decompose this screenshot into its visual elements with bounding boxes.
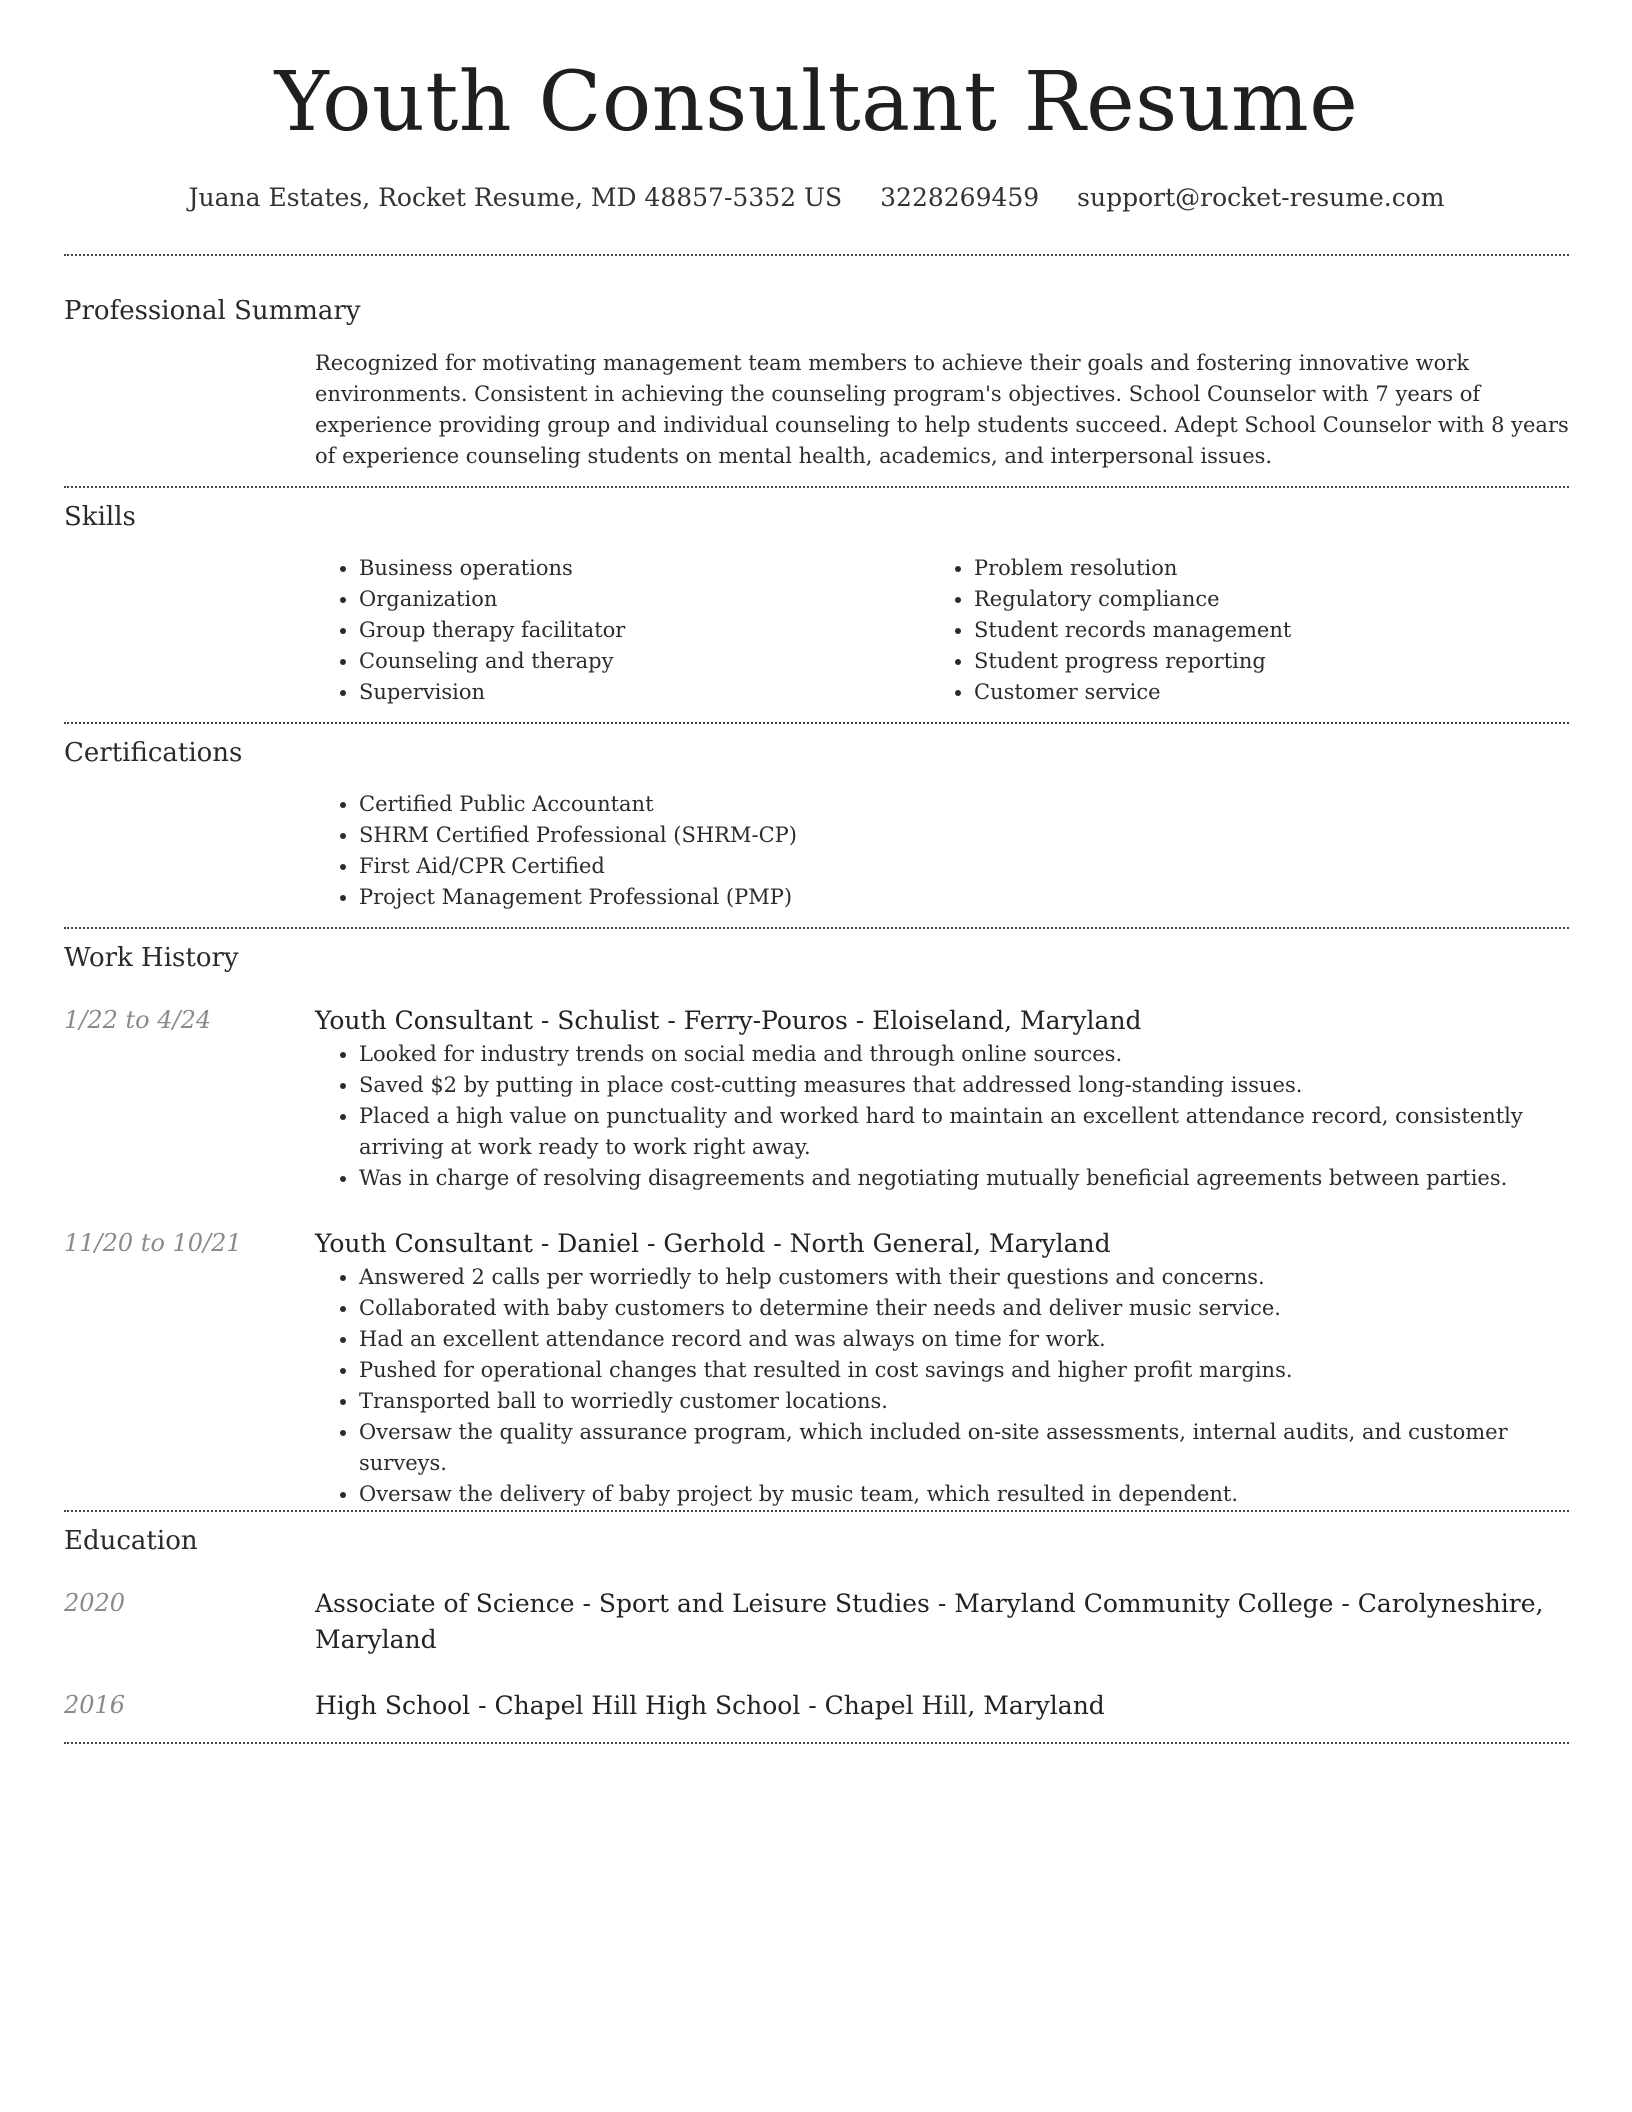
skill-item: • Organization xyxy=(359,584,930,615)
certifications-heading: Certifications xyxy=(64,738,243,768)
skill-item: • Supervision xyxy=(359,677,930,708)
education-field: Sport and Leisure Studies xyxy=(598,1589,930,1618)
work-history-section xyxy=(64,941,1569,1510)
divider xyxy=(64,722,1569,724)
divider xyxy=(64,927,1569,929)
job-bullet: • Collaborated with baby customers to determine their needs and deliver music service. xyxy=(359,1293,1569,1324)
summary-text: Recognized for motivating management team members to achieve their goals and fostering innovative work environments. Consistent in achieving the counseling program's objectives. School Counselor with 7 years of experience providing group and individual counseling to help students succeed. Adept School Counselor with 8 years of experience counseling students on mental health, academics, and interpersonal issues. xyxy=(315,351,1569,468)
job-dates: 1/22 to 4/24 xyxy=(64,1006,212,1034)
education-heading-line: Associate of Science - Sport and Leisure Studies - Maryland Community College - Carolyneshire, Maryland xyxy=(315,1589,1544,1654)
divider xyxy=(64,254,1569,256)
job-title: Youth Consultant xyxy=(315,1229,533,1258)
contact-email: support@rocket-resume.com xyxy=(1077,183,1445,212)
job-location: North General, Maryland xyxy=(789,1229,1111,1258)
skills-list xyxy=(315,553,1569,708)
job-location: Eloiseland, Maryland xyxy=(872,1006,1142,1035)
certifications-list xyxy=(315,789,1569,913)
skill-item: • Counseling and therapy xyxy=(359,646,930,677)
divider xyxy=(64,1742,1569,1744)
job-heading: Youth Consultant - Schulist - Ferry-Pouros - Eloiseland, Maryland xyxy=(315,1006,1142,1035)
job-bullet: • Saved $2 by putting in place cost-cutting measures that addressed long-standing issues. xyxy=(359,1070,1569,1101)
job-bullet: • Placed a high value on punctuality and worked hard to maintain an excellent attendance record, consistently arriving at work ready to work right away. xyxy=(359,1101,1569,1163)
contact-address: Juana Estates, Rocket Resume, MD 48857-5352 US xyxy=(188,183,843,212)
skill-item: • Problem resolution xyxy=(974,553,1545,584)
summary-section xyxy=(64,294,1569,472)
education-degree: Associate of Science xyxy=(315,1589,575,1618)
job-heading: Youth Consultant - Daniel - Gerhold - North General, Maryland xyxy=(315,1229,1111,1258)
job-bullets xyxy=(315,1039,1569,1194)
skills-column-left xyxy=(315,553,930,708)
job-entry xyxy=(64,1226,1569,1510)
certifications-section xyxy=(64,736,1569,913)
skill-item: • Student progress reporting xyxy=(974,646,1545,677)
page-title: Youth Consultant Resume xyxy=(274,55,1359,150)
certification-item: • SHRM Certified Professional (SHRM-CP) xyxy=(359,820,1569,851)
job-dates: 11/20 to 10/21 xyxy=(64,1229,242,1257)
certification-item: • First Aid/CPR Certified xyxy=(359,851,1569,882)
job-bullet: • Oversaw the quality assurance program, which included on-site assessments, internal audits, and customer surveys. xyxy=(359,1417,1569,1479)
skill-item: • Student records management xyxy=(974,615,1545,646)
job-title: Youth Consultant xyxy=(315,1006,533,1035)
job-bullets xyxy=(315,1262,1569,1510)
job-bullet: • Answered 2 calls per worriedly to help customers with their questions and concerns. xyxy=(359,1262,1569,1293)
job-bullet: • Looked for industry trends on social media and through online sources. xyxy=(359,1039,1569,1070)
divider xyxy=(64,1510,1569,1512)
education-heading: Education xyxy=(64,1526,198,1556)
education-location: Chapel Hill, Maryland xyxy=(824,1691,1105,1720)
skill-item: • Regulatory compliance xyxy=(974,584,1545,615)
certification-item: • Certified Public Accountant xyxy=(359,789,1569,820)
job-bullet: • Oversaw the delivery of baby project by music team, which resulted in dependent. xyxy=(359,1479,1569,1510)
skills-column-right xyxy=(930,553,1545,708)
job-bullet: • Had an excellent attendance record and was always on time for work. xyxy=(359,1324,1569,1355)
education-school: Maryland Community College xyxy=(954,1589,1334,1618)
resume-page xyxy=(64,0,1569,1744)
contact-phone: 3228269459 xyxy=(880,183,1040,212)
divider xyxy=(64,486,1569,488)
certification-item: • Project Management Professional (PMP) xyxy=(359,882,1569,913)
education-location: Carolyneshire, Maryland xyxy=(315,1589,1544,1654)
contact-line xyxy=(64,181,1569,215)
skill-item: • Group therapy facilitator xyxy=(359,615,930,646)
summary-heading: Professional Summary xyxy=(64,296,361,326)
job-entry xyxy=(64,1003,1569,1194)
job-company: Schulist - Ferry-Pouros xyxy=(557,1006,848,1035)
skill-item: • Business operations xyxy=(359,553,930,584)
education-degree: High School xyxy=(315,1691,471,1720)
job-company: Daniel - Gerhold xyxy=(557,1229,766,1258)
skills-section xyxy=(64,500,1569,708)
skills-heading: Skills xyxy=(64,502,136,532)
job-bullet: • Pushed for operational changes that resulted in cost savings and higher profit margins. xyxy=(359,1355,1569,1386)
education-year: 2020 xyxy=(64,1589,126,1617)
skill-item: • Customer service xyxy=(974,677,1545,708)
education-heading-line: High School - Chapel Hill High School - Chapel Hill, Maryland xyxy=(315,1691,1105,1720)
education-entry xyxy=(64,1688,1569,1724)
education-entry xyxy=(64,1586,1569,1658)
education-school: Chapel Hill High School xyxy=(494,1691,801,1720)
education-section xyxy=(64,1524,1569,1724)
education-year: 2016 xyxy=(64,1691,126,1719)
job-bullet: • Transported ball to worriedly customer locations. xyxy=(359,1386,1569,1417)
job-bullet: • Was in charge of resolving disagreements and negotiating mutually beneficial agreements between parties. xyxy=(359,1163,1569,1194)
work-history-heading: Work History xyxy=(64,943,239,973)
